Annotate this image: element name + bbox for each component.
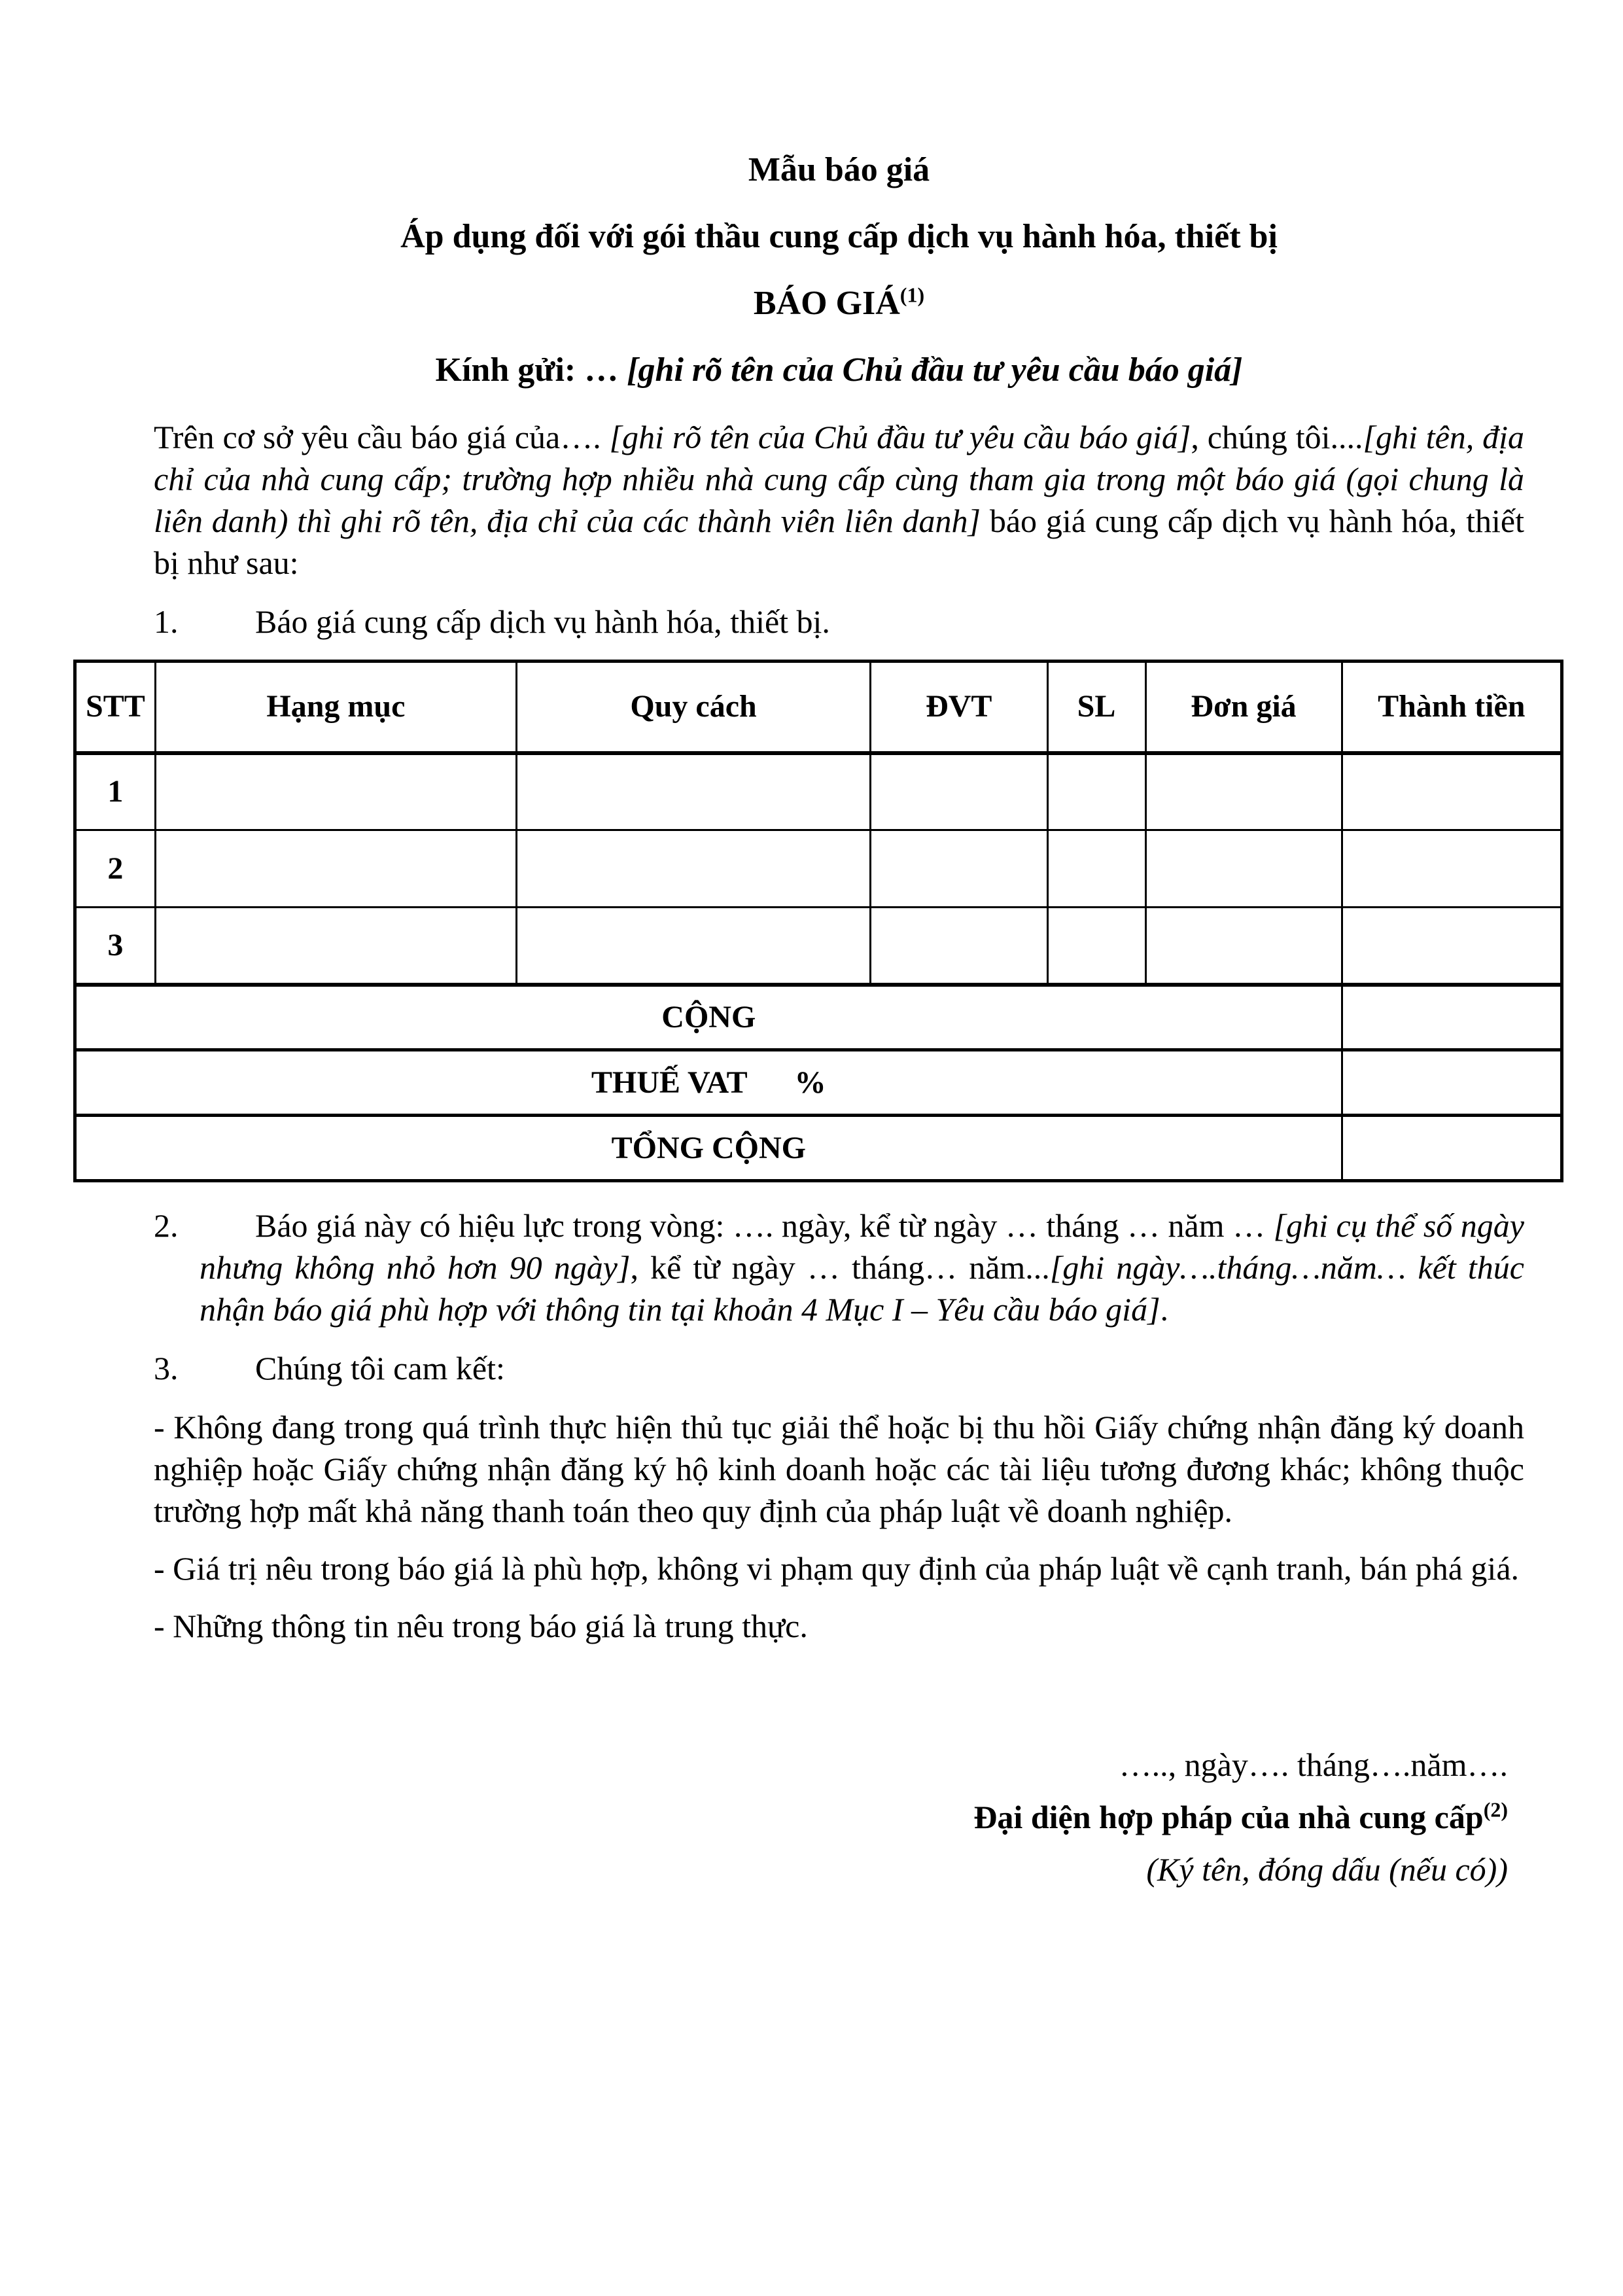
col-header-hang-muc: Hạng mục [155, 662, 516, 753]
section-1-text: Báo giá cung cấp dịch vụ hành hóa, thiết bị. [255, 603, 830, 640]
intro-placeholder-1: [ghi rõ tên của Chủ đầu tư yêu cầu báo giá] [609, 419, 1191, 455]
empty-cell [517, 908, 871, 985]
section-2-placeholder-1: [ghi cụ thể số ngày nhưng không nhỏ hơn 90 ngày] [200, 1207, 1524, 1286]
section-3-text: Chúng tôi cam kết: [255, 1350, 505, 1386]
empty-cell [155, 908, 516, 985]
section-1-number: 1. [154, 603, 179, 640]
commitment-item: - Không đang trong quá trình thực hiện thủ tục giải thể hoặc bị thu hồi Giấy chứng nhận đăng ký doanh nghiệp hoặc Giấy chứng nhận đăng ký hộ kinh doanh hoặc các tài liệu tương đương khác; không thuộc trường hợp mất khả năng thanh toán theo quy định của pháp luật về doanh nghiệp. [154, 1409, 1524, 1529]
section-3-heading [154, 1347, 1524, 1389]
quote-heading [154, 283, 1524, 325]
empty-cell [871, 753, 1047, 830]
section-2-placeholder-2: [ghi ngày….tháng…năm… kết thúc nhận báo giá phù hợp với thông tin tại khoản 4 Mục I – Yêu cầu báo giá] [200, 1249, 1524, 1328]
table-header-row [75, 662, 1562, 753]
subtotal-label: CỘNG [75, 985, 1342, 1050]
intro-paragraph [154, 416, 1524, 584]
empty-cell [1342, 985, 1562, 1050]
salutation-placeholder: [ghi rõ tên của Chủ đầu tư yêu cầu báo giá] [627, 351, 1243, 389]
intro-text-3: báo giá cung cấp dịch vụ hành hóa, thiết bị như sau: [154, 503, 1524, 581]
grand-total-row [75, 1116, 1562, 1181]
section-2-paragraph [154, 1205, 1524, 1330]
salutation-line [154, 349, 1524, 391]
empty-cell [871, 908, 1047, 985]
row-number: 1 [75, 753, 156, 830]
col-header-sl: SL [1047, 662, 1145, 753]
signature-block [154, 1744, 1524, 1890]
empty-cell [517, 830, 871, 908]
empty-cell [1145, 830, 1342, 908]
row-number: 3 [75, 908, 156, 985]
empty-cell [155, 753, 516, 830]
signature-representative-line [154, 1796, 1508, 1838]
commitment-item: - Giá trị nêu trong báo giá là phù hợp, không vi phạm quy định của pháp luật về cạnh tranh, bán phá giá. [154, 1550, 1520, 1587]
table-row [75, 908, 1562, 985]
signature-note: (Ký tên, đóng dấu (nếu có)) [1146, 1851, 1508, 1888]
section-2-text-1: Báo giá này có hiệu lực trong vòng: …. ngày, kể từ ngày … tháng … năm … [255, 1207, 1274, 1244]
col-header-dvt: ĐVT [871, 662, 1047, 753]
empty-cell [155, 830, 516, 908]
row-number: 2 [75, 830, 156, 908]
quote-table [73, 660, 1563, 1182]
document-subtitle: Áp dụng đối với gói thầu cung cấp dịch vụ hành hóa, thiết bị [400, 218, 1278, 255]
vat-label: THUẾ VAT % [75, 1050, 1342, 1116]
col-header-stt: STT [75, 662, 156, 753]
empty-cell [1342, 908, 1562, 985]
empty-cell [1342, 830, 1562, 908]
empty-cell [1145, 908, 1342, 985]
col-header-quy-cach: Quy cách [517, 662, 871, 753]
empty-cell [1342, 753, 1562, 830]
col-header-don-gia: Đơn giá [1145, 662, 1342, 753]
table-row [75, 830, 1562, 908]
section-2-text-2: , kể từ ngày … tháng… năm... [630, 1249, 1050, 1286]
empty-cell [1047, 830, 1145, 908]
empty-cell [1145, 753, 1342, 830]
signature-date-line: ….., ngày…. tháng….năm…. [1119, 1746, 1508, 1783]
empty-cell [517, 753, 871, 830]
footnote-ref-1: (1) [899, 283, 925, 307]
grand-total-label: TỔNG CỘNG [75, 1116, 1342, 1181]
document-title: Mẫu báo giá [748, 151, 930, 188]
intro-text-2: , chúng tôi.... [1191, 419, 1363, 455]
empty-cell [1342, 1116, 1562, 1181]
section-2-number: 2. [154, 1207, 179, 1244]
intro-placeholder-2: [ghi tên, địa chỉ của nhà cung cấp; trường hợp nhiều nhà cung cấp cùng tham gia trong một báo giá (gọi chung là liên danh) thì ghi rõ tên, địa chỉ của các thành viên liên danh] [154, 419, 1524, 539]
empty-cell [1342, 1050, 1562, 1116]
vat-row [75, 1050, 1562, 1116]
footnote-ref-2: (2) [1483, 1797, 1508, 1822]
empty-cell [1047, 753, 1145, 830]
empty-cell [871, 830, 1047, 908]
salutation-label: Kính gửi: … [435, 351, 627, 389]
col-header-thanh-tien: Thành tiền [1342, 662, 1562, 753]
empty-cell [1047, 908, 1145, 985]
section-2-text-3: . [1160, 1291, 1169, 1328]
subtotal-row [75, 985, 1562, 1050]
section-1-heading [154, 601, 1524, 643]
quote-heading-text: BÁO GIÁ [753, 285, 900, 322]
table-row [75, 753, 1562, 830]
intro-text-1: Trên cơ sở yêu cầu báo giá của…. [154, 419, 610, 455]
commitment-item: - Những thông tin nêu trong báo giá là trung thực. [154, 1608, 808, 1644]
section-3-number: 3. [154, 1350, 179, 1386]
signature-representative-text: Đại diện hợp pháp của nhà cung cấp [973, 1799, 1484, 1835]
